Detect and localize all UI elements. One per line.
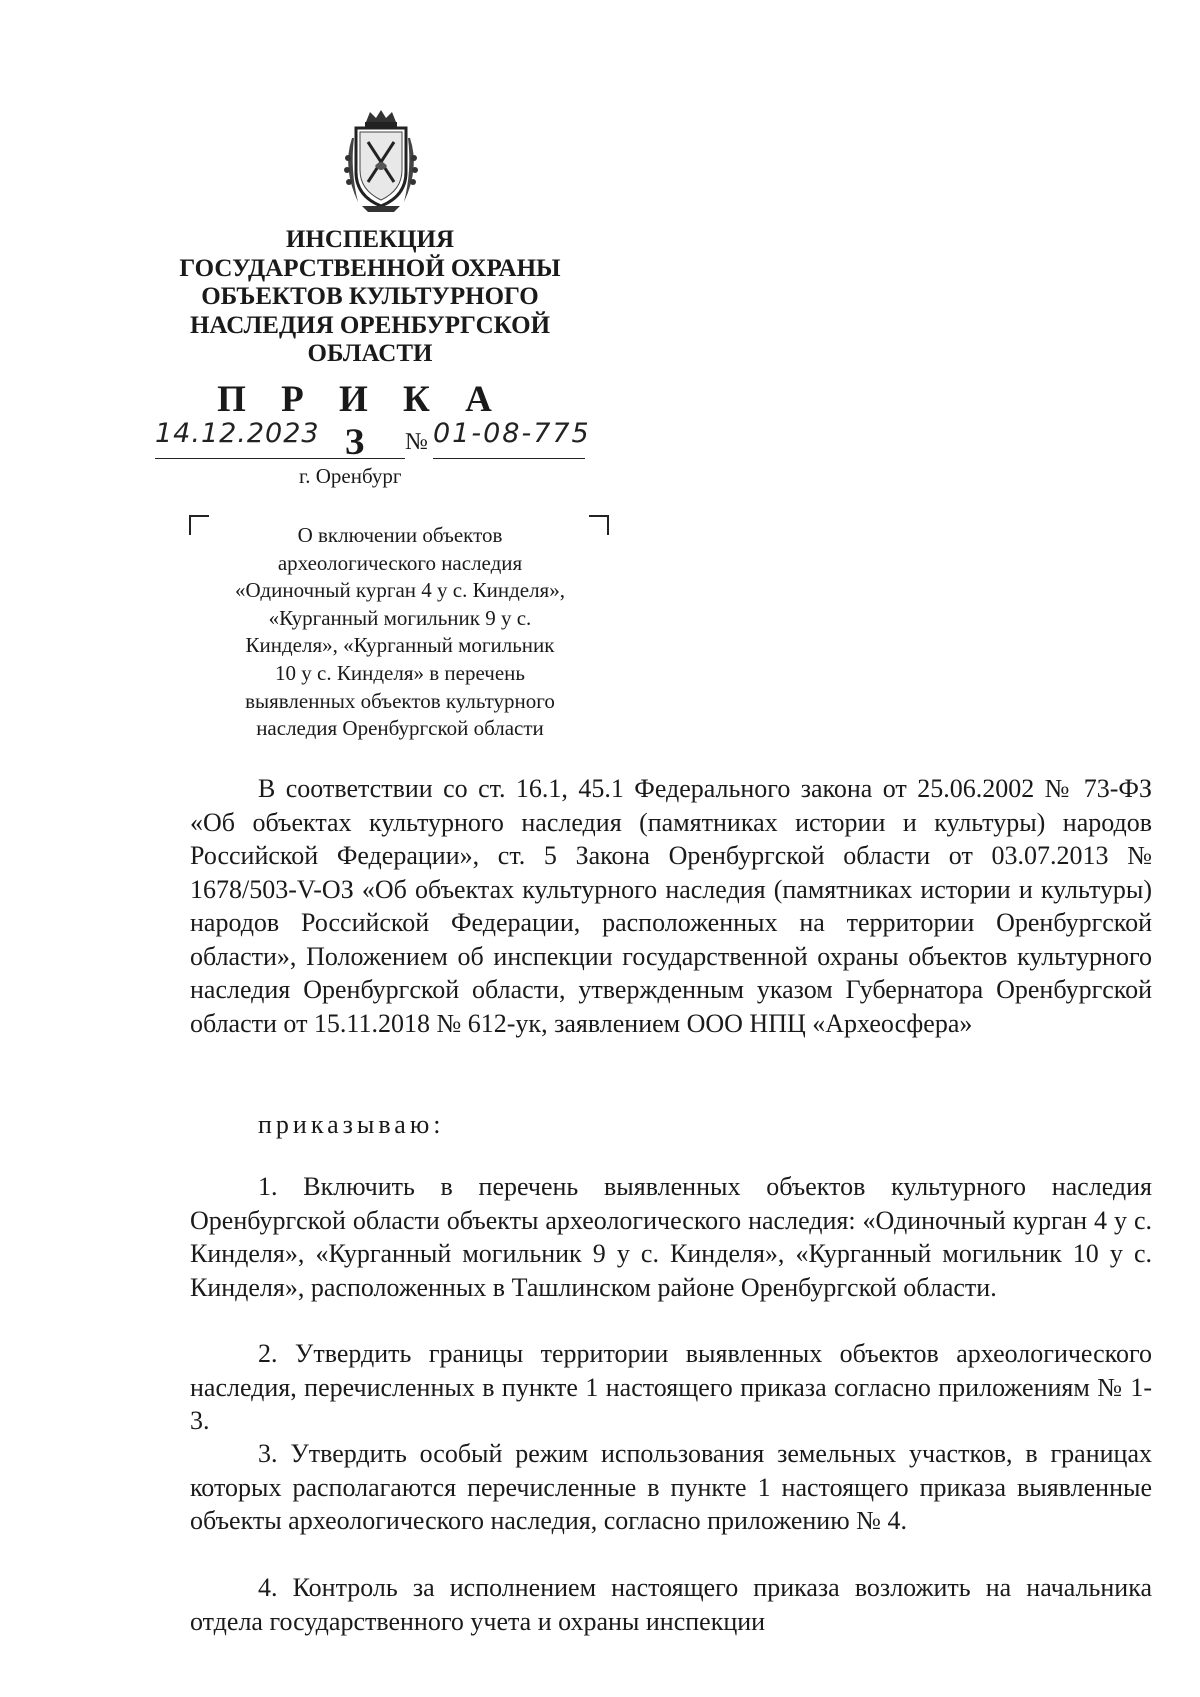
authority-line: ИНСПЕКЦИЯ <box>285 226 455 253</box>
document-type-title: П Р И К А З <box>217 379 505 463</box>
subject-line: Кинделя», «Курганный могильник <box>245 633 555 658</box>
authority-line: НАСЛЕДИЯ ОРЕНБУРГСКОЙ <box>189 311 551 339</box>
subject-line: наследия Оренбургской области <box>256 716 544 741</box>
preamble-paragraph: В соответствии со ст. 16.1, 45.1 Федерального закона от 25.06.2002 № 73-ФЗ «Об объектах культурного наследия (памятниках истории и культуры) народов Российской Федерации», ст. 5 Закона Оренбургской области от 03.07.2013 № 1678/503-V-ОЗ «Об объектах культурного наследия (памятниках истории и культуры) народов Российской Федерации, расположенных на территории Оренбургской области», Положением об инспекции государственной охраны объектов культурного наследия Оренбургской области, утвержденным указом Губернатора Оренбургской области от 15.11.2018 № 612-ук, заявлением ООО НПЦ «Археосфера» <box>190 774 1152 1038</box>
number-underline <box>433 458 585 459</box>
order-item-1: 1. Включить в перечень выявленных объектов культурного наследия Оренбургской области объекты археологического наследия: «Одиночный курган 4 у с. Кинделя», «Курганный могильник 9 у с. Кинделя», «Курганный могильник 10 у с. Кинделя», расположенных в Ташлинском районе Оренбургской области. <box>190 1172 1152 1302</box>
authority-line: ГОСУДАРСТВЕННОЙ ОХРАНЫ <box>179 254 561 282</box>
order-item-3: 3. Утвердить особый режим использования земельных участков, в границах которых располагаются перечисленные в пункте 1 настоящего приказа выявленные объекты археологического наследия, согласно приложению № 4. <box>190 1439 1152 1535</box>
order-item-4: 4. Контроль за исполнением настоящего приказа возложить на начальника отдела государственного учета и охраны инспекции <box>190 1573 1152 1636</box>
order-date-handwritten: 14.12.2023 <box>155 418 320 449</box>
subject-line: 10 у с. Кинделя» в перечень <box>275 660 525 685</box>
subject-line: «Одиночный курган 4 у с. Кинделя», <box>235 578 565 603</box>
authority-line: ОБЪЕКТОВ КУЛЬТУРНОГО <box>201 283 539 310</box>
issue-city: г. Оренбург <box>299 464 402 488</box>
subject-line: выявленных объектов культурного <box>245 688 555 713</box>
subject-line: О включении объектов <box>297 523 503 547</box>
subject-line: археологического наследия <box>277 550 523 575</box>
order-number-handwritten: 01-08-775 <box>433 418 591 449</box>
date-underline <box>155 458 405 459</box>
subject-line: «Курганный могильник 9 у с. <box>268 605 532 630</box>
coat-of-arms-emblem <box>338 108 424 214</box>
order-subject <box>200 522 600 743</box>
order-item-2: 2. Утвердить границы территории выявленных объектов археологического наследия, перечисленных в пункте 1 настоящего приказа согласно приложениям № 1-3. <box>190 1339 1152 1435</box>
authority-line: ОБЛАСТИ <box>307 340 433 367</box>
issuing-authority <box>170 226 570 369</box>
number-sign: № <box>405 429 428 455</box>
order-directive-word: приказываю: <box>258 1110 445 1139</box>
